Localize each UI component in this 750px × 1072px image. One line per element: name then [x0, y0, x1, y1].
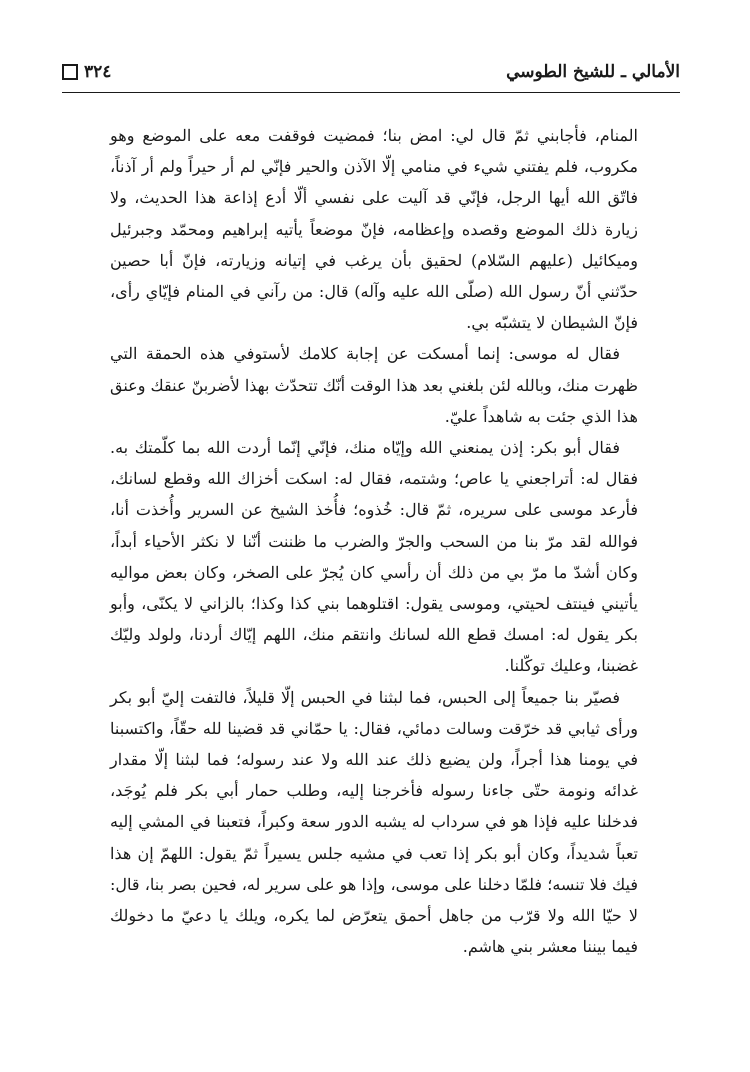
page-number-group: [62, 62, 111, 82]
header-divider: [62, 92, 680, 93]
paragraph: فقال له موسى: إنما أمسكت عن إجابة كلامك لأستوفي هذه الحمقة التي ظهرت منك، وبالله لئن بلغني بعد هذا الوقت أنّك تتحدّث بهذا لأضربنّ عنقك وعنق هذا الذي جئت به شاهداً عليّ.: [110, 344, 638, 426]
book-title: الأمالي ـ للشيخ الطوسي: [506, 62, 680, 82]
square-icon: [62, 64, 78, 80]
page-number: ٣٢٤: [84, 62, 112, 82]
page-header: [62, 52, 680, 92]
page-body: [110, 120, 638, 962]
paragraph: فقال أبو بكر: إذن يمنعني الله وإيّاه منك، فإنّي إنّما أردت الله بما كلّمتك به. فقال له: أتراجعني يا عاص؛ وشتمه، فقال له: اسكت أخزاك الله وقطع لسانك، فأرعد موسى على سريره، ثمّ قال: خُذوه؛ فأُخذ الشيخ عن السرير وأُخذت أنا، فوالله لقد مرّ بنا من السحب والجرّ والضرب ما ظننت أنّنا لا نكثر الأحياء أبداً، وكان أشدّ ما مرّ بي من ذلك أن رأسي كان يُجرّ على الصخر، وكان بعض مواليه يأتيني فينتف لحيتي، وموسى يقول: اقتلوهما بني كذا وكذا؛ بالزاني لا يكنّى، وأبو بكر يقول له: امسك قطع الله لسانك وانتقم منك، اللهم إيّاك أردنا، ولولد وليّك غضبنا، وعليك توكّلنا.: [110, 438, 638, 676]
paragraph: المنام، فأجابني ثمّ قال لي: امض بنا؛ فمضيت فوقفت معه على الموضع وهو مكروب، فلم يفتني شيء في منامي إلّا الآذن والحير فإنّي لم أر حيراً ولم أر آذناً، فاتّق الله أيها الرجل، فإنّي قد آليت على نفسي ألّا أدع إذاعة هذا الحديث، ولا زيارة ذلك الموضع وقصده وإعظامه، فإنّ موضعاً يأتيه إبراهيم ومحمّد وجبرئيل وميكائيل (عليهم السّلام) لحقيق بأن يرغب في إتيانه وزيارته، فإنّ أبا حصين حدّثني أنّ رسول الله (صلّى الله عليه وآله) قال: من رآني في المنام فإيّاي رأى، فإنّ الشيطان لا يتشبّه بي.: [110, 126, 638, 333]
paragraph: فصيّر بنا جميعاً إلى الحبس، فما لبثنا في الحبس إلّا قليلاً، فالتفت إليّ أبو بكر ورأى ثيابي قد خرّقت وسالت دمائي، فقال: يا حمّاني قد قضينا لله حقّاً، واكتسبنا في يومنا هذا أجراً، ولن يضيع ذلك عند الله ولا عند رسوله؛ فما لبثنا إلّا مقدار غدائه ونومة حتّى جاءنا رسوله فأخرجنا إليه، وطلب حمار أبي بكر فلم يُوجَد، فدخلنا عليه فإذا هو في سرداب له يشبه الدور سعة وكبراً، فتعبنا في المشي إليه تعباً شديداً، وكان أبو بكر إذا تعب في مشيه جلس يسيراً ثمّ يقول: اللهمّ إن هذا فيك فلا تنسه؛ فلمّا دخلنا على موسى، وإذا هو على سرير له، فحين بصر بنا، قال: لا حيّا الله ولا قرّب من جاهل أحمق يتعرّض لما يكره، ويلك يا دعيّ ما دخولك فيما بيننا معشر بني هاشم.: [110, 687, 638, 957]
